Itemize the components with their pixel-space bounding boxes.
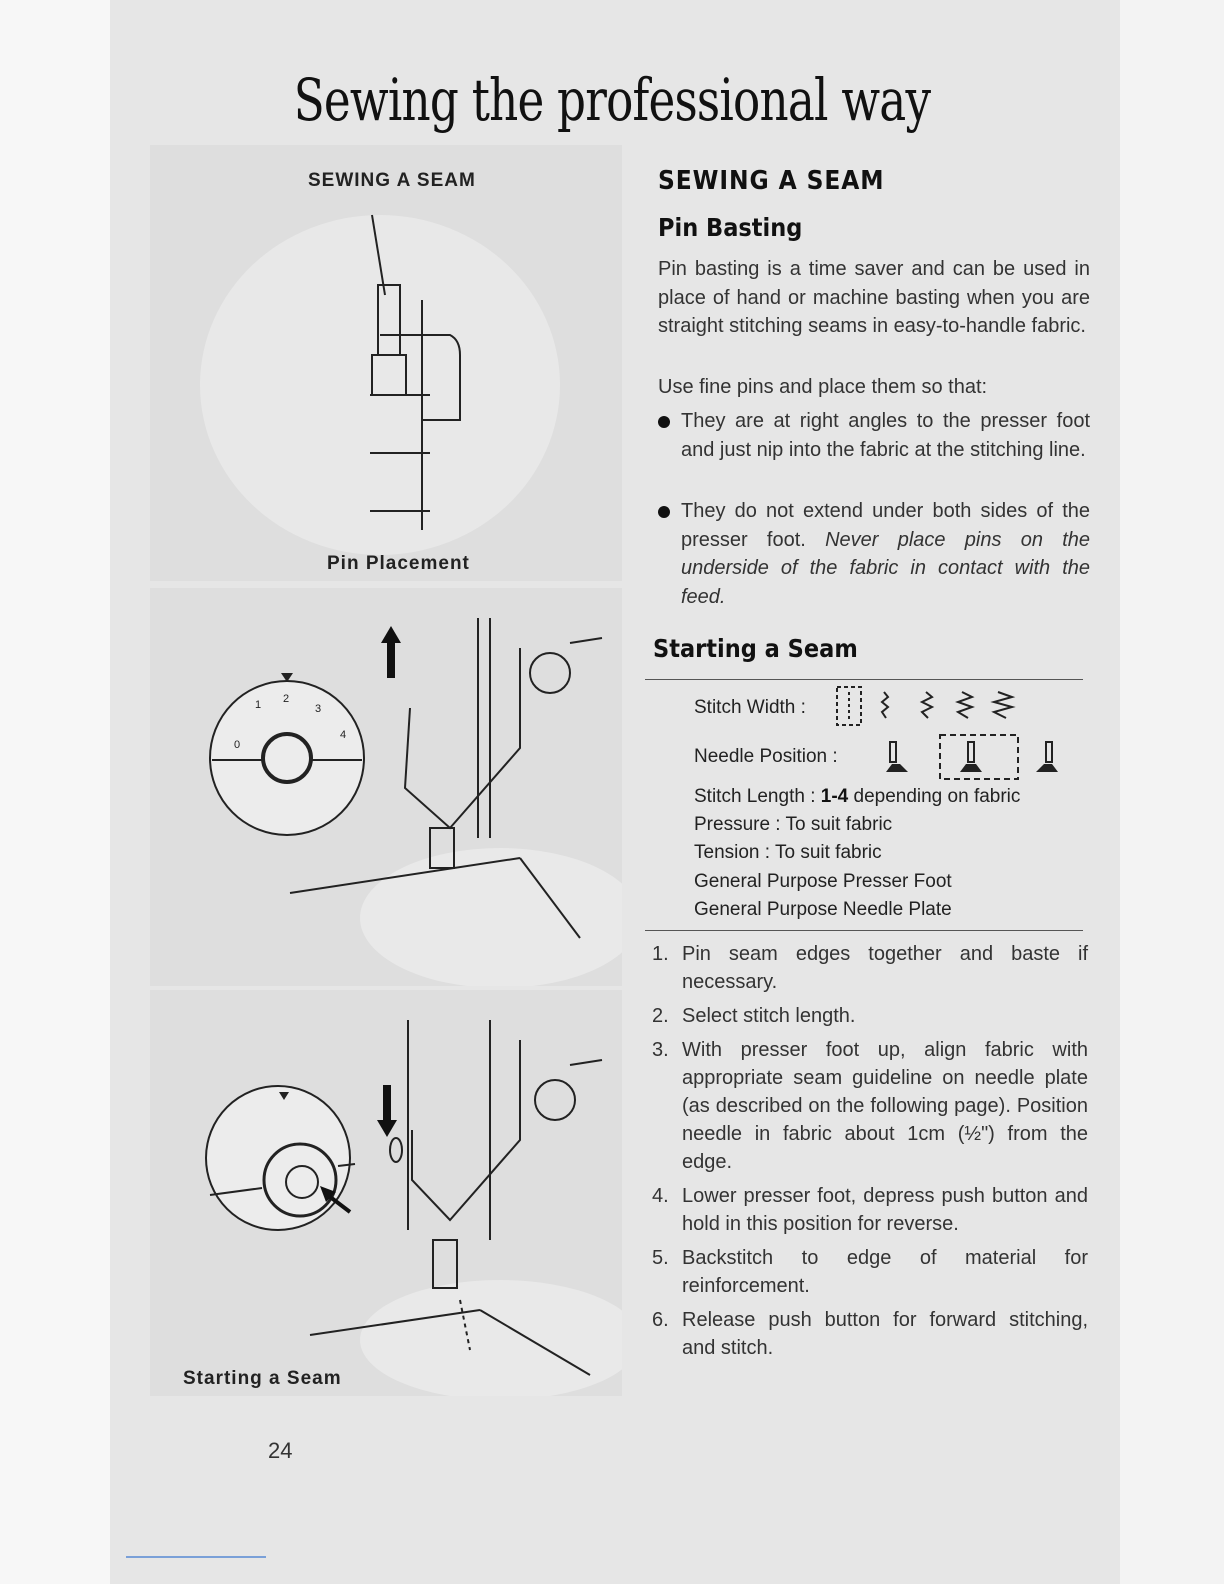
- stitch-width-icons: [834, 684, 1034, 728]
- list-item: [652, 1036, 1088, 1176]
- figure-heading: SEWING A SEAM: [308, 170, 476, 191]
- stitch-length-value: 1-4: [820, 786, 849, 807]
- dial-number: 4: [340, 729, 347, 741]
- fabric-shape: [360, 1280, 622, 1396]
- figure-starting-seam: [150, 990, 622, 1396]
- bullet-text: They are at right angles to the presser foot and just nip into the fabric at the stitching line.: [681, 410, 1090, 461]
- tension-knob: [535, 1080, 575, 1120]
- list-item: [652, 1002, 1088, 1030]
- figure-caption-pin-placement: Pin Placement: [327, 553, 470, 574]
- needle-left-icon: [890, 742, 896, 762]
- zigzag-width-2-icon: [922, 692, 932, 718]
- dial-number: 0: [234, 739, 241, 751]
- step-text: Pin seam edges together and baste if necessary.: [682, 943, 1088, 993]
- list-item: [652, 940, 1088, 996]
- page-title: Sewing the professional way: [293, 66, 931, 134]
- step-number: 2.: [652, 1005, 669, 1027]
- stitch-length-label: Stitch Length :: [694, 786, 821, 807]
- step-number: 6.: [652, 1309, 669, 1331]
- zigzag-width-3-icon: [958, 692, 972, 718]
- steps-list: [652, 940, 1088, 1368]
- bullet-text: [681, 497, 1090, 611]
- needle-right-icon: [1046, 742, 1052, 762]
- needle-left-foot-icon: [886, 764, 908, 772]
- stitch-width-label: Stitch Width :: [694, 697, 806, 718]
- tension-knob: [530, 653, 570, 693]
- presser-foot: [433, 1240, 457, 1288]
- step-number: 3.: [652, 1039, 669, 1061]
- needle-position-row: [694, 746, 838, 768]
- tension-row: Tension : To suit fabric: [694, 842, 882, 863]
- pressure-row: Pressure : To suit fabric: [694, 814, 893, 835]
- figure-stitch-dial: [150, 588, 622, 986]
- bullet-icon: [658, 416, 670, 428]
- presser-foot-row: General Purpose Presser Foot: [694, 871, 952, 892]
- list-item: [652, 1306, 1088, 1362]
- scan-edge-mark: [126, 1556, 266, 1558]
- step-number: 1.: [652, 943, 669, 965]
- step-text: Lower presser foot, depress push button and hold in this position for reverse.: [682, 1185, 1088, 1235]
- needle-right-foot-icon: [1036, 764, 1058, 772]
- dial-number: 2: [283, 693, 290, 705]
- list-item: [652, 1244, 1088, 1300]
- pin-placement-illustration: [150, 145, 622, 581]
- machine-body-outline: [405, 648, 520, 828]
- step-number: 4.: [652, 1185, 669, 1207]
- divider-top: [645, 679, 1083, 680]
- bullet-item: [658, 407, 1090, 464]
- needle-plate-row: General Purpose Needle Plate: [694, 899, 952, 920]
- dial-number: 1: [255, 699, 262, 711]
- step-text: With presser foot up, align fabric with appropriate seam guideline on needle plate (as described on the following page). Position needle in fabric about 1cm (½") from the edge.: [682, 1039, 1088, 1173]
- dial-number: 3: [315, 703, 322, 715]
- step-number: 5.: [652, 1247, 669, 1269]
- bullet-icon: [658, 506, 670, 518]
- up-arrow-shaft: [387, 638, 395, 678]
- needle-position-label: Needle Position :: [694, 746, 838, 767]
- divider-bottom: [645, 930, 1083, 931]
- down-arrow-shaft: [383, 1085, 391, 1125]
- leader-line: [570, 1060, 602, 1065]
- needle-center-foot-icon: [960, 764, 982, 772]
- figure-pin-placement: [150, 145, 622, 581]
- step-text: Release push button for forward stitching, and stitch.: [682, 1309, 1088, 1359]
- needle-center-selected-icon: [940, 735, 1018, 779]
- list-item: [652, 1182, 1088, 1238]
- stitch-width-row: [694, 697, 806, 719]
- bullet-text-normal: They do not extend under both sides of the presser foot.: [681, 500, 1090, 551]
- left-scan-margin: [0, 0, 110, 1584]
- zigzag-width-1-icon: [882, 692, 888, 718]
- lever-icon: [390, 1138, 402, 1162]
- needle-position-icons: [880, 732, 1060, 782]
- right-scan-margin: [1120, 0, 1224, 1584]
- section-heading: SEWING A SEAM: [658, 166, 885, 196]
- stitch-length-row: [694, 786, 1020, 808]
- starting-seam-heading: Starting a Seam: [653, 634, 858, 663]
- down-arrow-icon: [377, 1120, 397, 1137]
- page-number: 24: [268, 1438, 293, 1463]
- pin-basting-heading: Pin Basting: [658, 213, 803, 242]
- needle-center-icon: [968, 742, 974, 762]
- pin-basting-instruction: Use fine pins and place them so that:: [658, 376, 988, 398]
- step-text: Select stitch length.: [682, 1005, 856, 1027]
- up-arrow-icon: [381, 626, 401, 643]
- stitch-length-suffix: depending on fabric: [848, 786, 1021, 807]
- leader-line: [570, 638, 602, 643]
- stitch-dial-illustration: [150, 588, 622, 986]
- bullet-text-italic: Never place pins on the underside of the fabric in contact with the feed.: [681, 528, 1090, 608]
- figure-caption-starting-seam: Starting a Seam: [183, 1368, 342, 1389]
- step-text: Backstitch to edge of material for reinforcement.: [682, 1247, 1088, 1297]
- bullet-item: [658, 497, 1090, 611]
- pin-basting-paragraph: Pin basting is a time saver and can be used in place of hand or machine basting when you are straight stitching seams in easy-to-handle fabric.: [658, 258, 1090, 337]
- starting-seam-illustration: [150, 990, 622, 1396]
- machine-body-outline: [412, 1040, 520, 1220]
- zigzag-width-4-icon: [994, 692, 1012, 718]
- fabric-shape: [360, 848, 622, 986]
